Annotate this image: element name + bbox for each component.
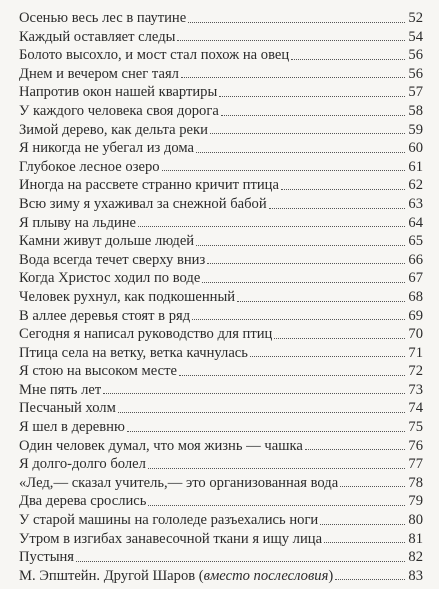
toc-entry-title: Вода всегда течет сверху вниз [19,251,206,268]
dot-leader [269,208,405,209]
toc-entry [19,381,423,400]
toc-entry-page: 60 [408,140,423,157]
toc-entry-title: У старой машины на гололеде разъехались ноги [19,512,319,529]
toc-entry-title: Человек рухнул, как подкошенный [19,288,236,305]
toc-entry-page: 76 [408,437,423,454]
toc-entry-page: 62 [408,177,423,194]
toc-entry-page: 56 [408,47,423,64]
toc-entry-title: Песчаный холм [19,400,116,417]
toc-entry-page: 54 [408,28,423,45]
toc-entry [19,121,423,140]
toc-entry-page: 70 [408,326,423,343]
toc-entry [19,176,423,195]
toc-entry-title: В аллее деревья стоят в ряд [19,307,191,324]
toc-entry-title: Сегодня я написал руководство для птиц [19,326,273,343]
toc-entry [19,232,423,251]
dot-leader [148,505,405,506]
toc-entry [19,102,423,121]
table-of-contents [19,9,423,585]
toc-entry [19,548,423,567]
dot-leader [138,226,405,227]
toc-entry-page: 73 [408,381,423,398]
dot-leader [320,524,405,525]
toc-entry-title: Пустыня [19,549,75,566]
toc-entry-page: 81 [408,530,423,547]
toc-entry-title: Утром в изгибах занавесочной ткани я ищу лица [19,530,323,547]
toc-entry [19,214,423,233]
toc-entry-page: 52 [408,10,423,26]
toc-entry [19,325,423,344]
dot-leader [207,263,405,264]
toc-entry [19,158,423,177]
toc-entry-title: Напротив окон нашей квартиры [19,84,218,101]
toc-entry-title: Болото высохло, и мост стал похож на овец [19,47,290,64]
toc-entry-title: Камни живут дольше людей [19,233,195,250]
toc-entry-page: 68 [408,288,423,305]
dot-leader [118,412,405,413]
dot-leader [281,189,405,190]
dot-leader [250,356,405,357]
toc-entry-page: 72 [408,363,423,380]
toc-entry-page: 79 [408,493,423,510]
dot-leader [291,59,405,60]
toc-entry-page: 61 [408,158,423,175]
toc-entry [19,83,423,102]
dot-leader [103,393,405,394]
toc-entry [19,28,423,47]
toc-entry-page: 64 [408,214,423,231]
toc-entry-title: Мне пять лет [19,381,102,398]
toc-entry-title: Осенью весь лес в паутине [19,10,187,26]
toc-entry-title: Каждый оставляет следы [19,28,176,45]
toc-entry-page: 63 [408,195,423,212]
toc-entry-title: Я шел в деревню [19,419,125,436]
dot-leader [305,449,405,450]
toc-entry [19,46,423,65]
toc-entry-page: 66 [408,251,423,268]
toc-entry-page: 58 [408,102,423,119]
toc-entry [19,530,423,549]
toc-entry-title: У каждого человека своя дорога [19,102,219,119]
dot-leader [324,542,405,543]
toc-entry-page: 77 [408,456,423,473]
toc-entry [19,195,423,214]
toc-entry-page: 65 [408,233,423,250]
toc-entry [19,567,423,586]
toc-entry [19,455,423,474]
toc-entry [19,418,423,437]
dot-leader [192,319,405,320]
toc-entry [19,269,423,288]
toc-entry-title: Глубокое лесное озеро [19,158,160,175]
dot-leader [181,77,405,78]
toc-entry-page: 74 [408,400,423,417]
toc-entry-page: 80 [408,512,423,529]
toc-entry [19,344,423,363]
toc-entry-page: 59 [408,121,423,138]
toc-entry-page: 56 [408,65,423,82]
toc-entry-page: 71 [408,344,423,361]
dot-leader [210,133,405,134]
toc-entry-title: Я долго-долго болел [19,456,146,473]
toc-entry [19,437,423,456]
dot-leader [202,282,405,283]
toc-entry [19,362,423,381]
toc-entry [19,139,423,158]
toc-entry-page: 83 [408,567,423,584]
toc-entry-title: «Лед,— сказал учитель,— это организованная вода [19,474,339,491]
toc-entry [19,492,423,511]
dot-leader [219,96,405,97]
dot-leader [177,40,405,41]
toc-entry-page: 69 [408,307,423,324]
toc-entry [19,9,423,28]
toc-entry [19,288,423,307]
dot-leader [340,486,405,487]
toc-entry-title: Один человек думал, что моя жизнь — чашка [19,437,303,454]
toc-entry-title: Два дерева срослись [19,493,147,510]
dot-leader [179,375,405,376]
dot-leader [162,170,405,171]
toc-entry [19,399,423,418]
toc-entry-title: Птица села на ветку, ветка качнулась [19,344,248,361]
toc-entry [19,511,423,530]
toc-entry-title: Днем и вечером снег таял [19,65,179,82]
toc-entry [19,474,423,493]
dot-leader [237,301,405,302]
toc-entry [19,307,423,326]
dot-leader [188,22,405,23]
toc-entry-title: Иногда на рассвете странно кричит птица [19,177,279,194]
dot-leader [196,152,405,153]
toc-entry-page: 82 [408,549,423,566]
toc-entry-title: Всю зиму я ухаживал за снежной бабой [19,195,267,212]
dot-leader [127,431,405,432]
toc-entry-title: Я никогда не убегал из дома [19,140,195,157]
toc-entry-page: 67 [408,270,423,287]
toc-entry-title: Когда Христос ходил по воде [19,270,201,287]
toc-entry-title: Зимой дерево, как дельта реки [19,121,208,138]
toc-entry [19,251,423,270]
toc-entry-page: 57 [408,84,423,101]
toc-entry-page: 75 [408,419,423,436]
dot-leader [274,338,405,339]
toc-entry [19,65,423,84]
dot-leader [221,115,405,116]
toc-entry-page: 78 [408,474,423,491]
dot-leader [76,561,405,562]
dot-leader [196,245,405,246]
toc-entry-title: Я стою на высоком месте [19,363,177,380]
dot-leader [148,468,405,469]
toc-entry-title: Я плыву на льдине [19,214,137,231]
dot-leader [335,579,405,580]
toc-entry-title: М. Эпштейн. Другой Шаров (вместо послесловия) [19,567,334,584]
